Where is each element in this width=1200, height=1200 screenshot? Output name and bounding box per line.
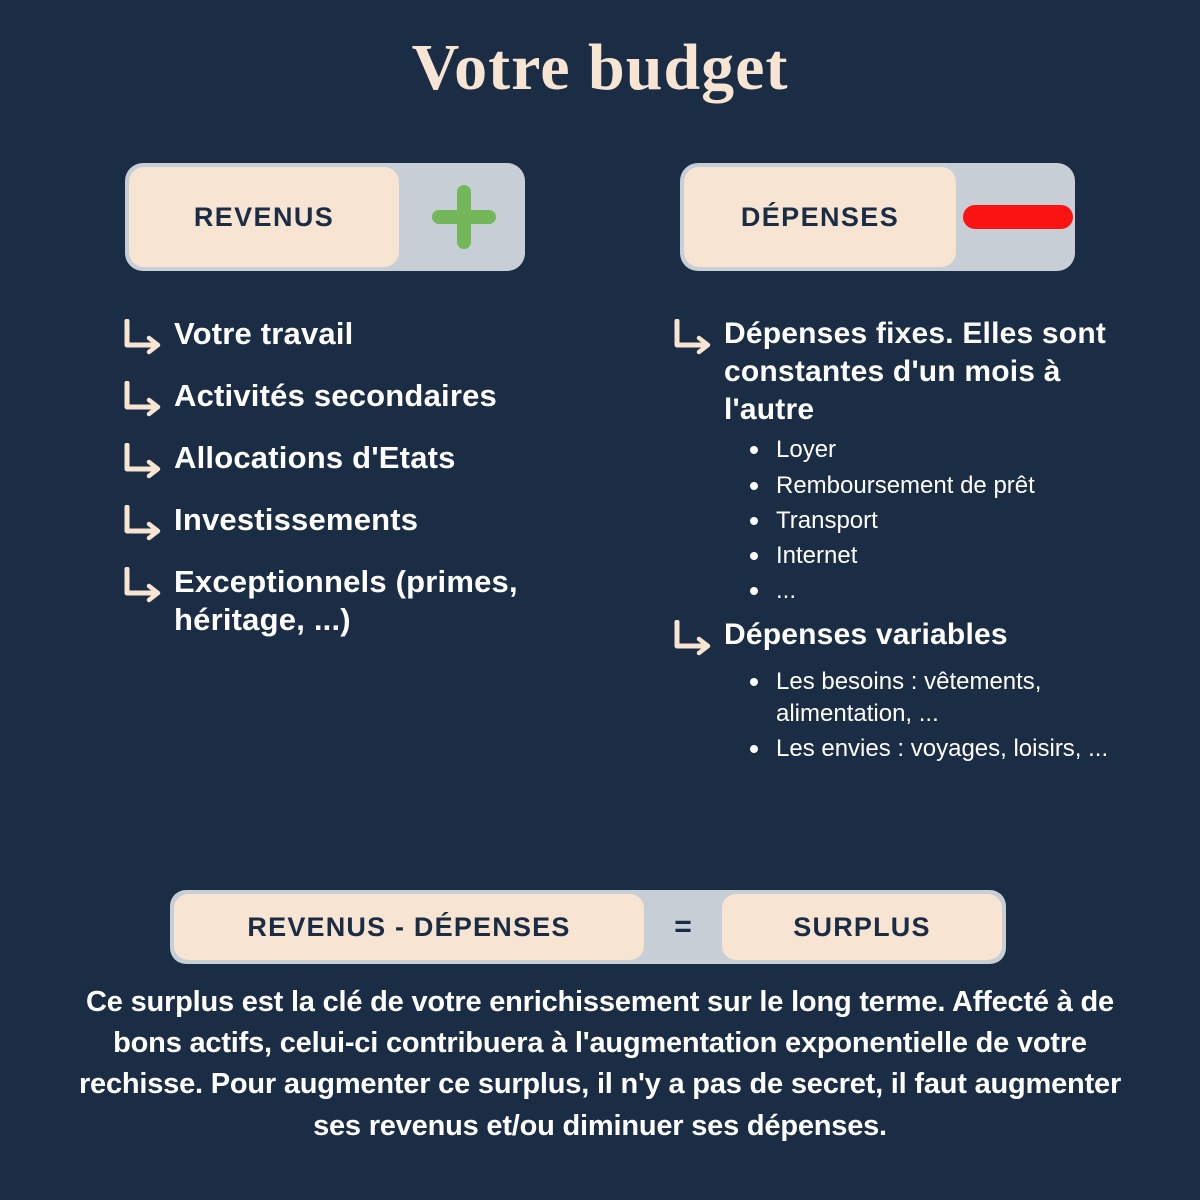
income-item-label: Allocations d'Etats bbox=[174, 440, 456, 475]
minus-icon bbox=[963, 205, 1073, 229]
equation-left-label: REVENUS - DÉPENSES bbox=[174, 894, 644, 960]
arrow-down-right-icon bbox=[672, 620, 724, 660]
expenses-group-heading-row bbox=[672, 315, 1122, 428]
income-item-label: Activités secondaires bbox=[174, 378, 497, 413]
income-item-label: Votre travail bbox=[174, 316, 354, 351]
revenus-label: REVENUS bbox=[129, 167, 399, 267]
list-item: Les envies : voyages, loisirs, ... bbox=[750, 733, 1122, 764]
list-item: Transport bbox=[750, 505, 1122, 536]
expenses-variable-heading: Dépenses variables bbox=[724, 618, 1008, 652]
list-item: Les besoins : vêtements, alimentation, ... bbox=[750, 666, 1122, 728]
revenus-badge bbox=[125, 163, 525, 271]
list-item bbox=[122, 315, 592, 359]
expenses-list bbox=[672, 315, 1122, 774]
expenses-group-heading-row bbox=[672, 616, 1122, 660]
expenses-variable-bullets bbox=[672, 666, 1122, 764]
arrow-down-right-icon bbox=[122, 319, 174, 359]
revenus-sign-slot bbox=[403, 185, 525, 249]
arrow-down-right-icon bbox=[122, 443, 174, 483]
income-item-label: Exceptionnels (primes, héritage, ...) bbox=[174, 564, 518, 637]
list-item bbox=[122, 439, 592, 483]
equation-bar bbox=[170, 890, 1006, 964]
depenses-label: DÉPENSES bbox=[684, 167, 956, 267]
plus-icon bbox=[432, 185, 496, 249]
list-item: Loyer bbox=[750, 434, 1122, 465]
arrow-down-right-icon bbox=[672, 319, 724, 359]
income-item-label: Investissements bbox=[174, 502, 419, 537]
arrow-down-right-icon bbox=[122, 505, 174, 545]
expenses-fixed-bullets bbox=[672, 434, 1122, 606]
list-item: ... bbox=[750, 575, 1122, 606]
page-title: Votre budget bbox=[411, 31, 789, 104]
equals-icon: = bbox=[674, 910, 692, 943]
list-item bbox=[122, 377, 592, 421]
expenses-fixed-heading: Dépenses fixes. Elles sont constantes d'un mois à l'autre bbox=[724, 317, 1107, 426]
depenses-sign-slot bbox=[960, 205, 1075, 229]
list-item: Internet bbox=[750, 540, 1122, 571]
list-item bbox=[122, 501, 592, 545]
list-item: Remboursement de prêt bbox=[750, 470, 1122, 501]
footer-text: Ce surplus est la clé de votre enrichissement sur le long terme. Affecté à de bons actifs, celui-ci contribuera à l'augmentation exponentielle de votre rechisse. Pour augmenter ce surplus, il n'y a pas de secret, il faut augmenter ses revenus et/ou diminuer ses dépenses. bbox=[78, 986, 1122, 1142]
equation-right-label: SURPLUS bbox=[722, 894, 1002, 960]
income-list bbox=[122, 315, 592, 657]
list-item bbox=[122, 563, 592, 639]
depenses-badge bbox=[680, 163, 1075, 271]
arrow-down-right-icon bbox=[122, 567, 174, 607]
arrow-down-right-icon bbox=[122, 381, 174, 421]
